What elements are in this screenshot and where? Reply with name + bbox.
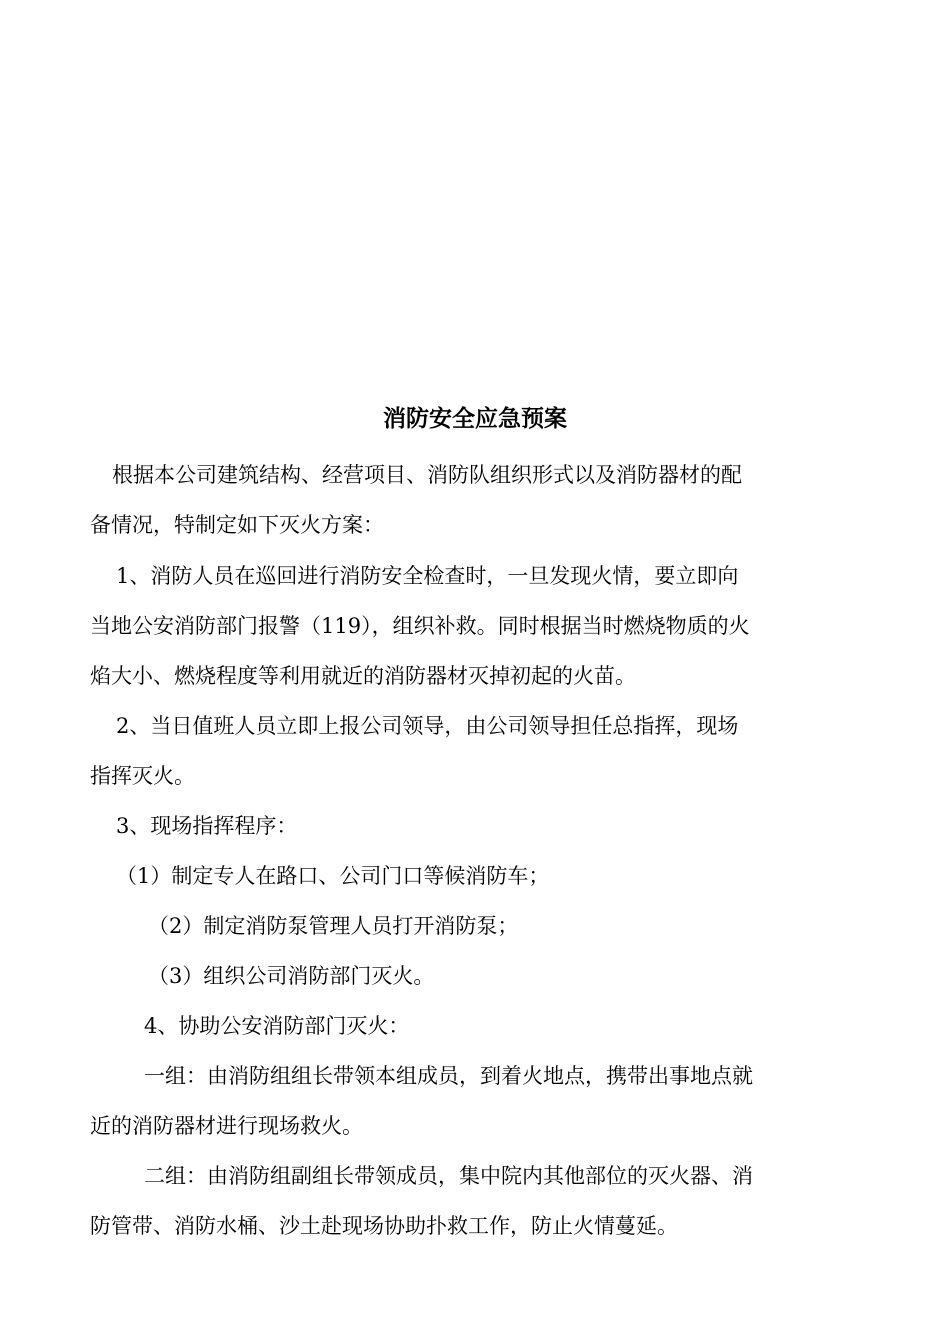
item4-group1-line-2: 近的消防器材进行现场救火。	[90, 1114, 363, 1138]
item2-line-2: 指挥灭火。	[90, 764, 195, 788]
item3-heading: 3、现场指挥程序：	[116, 814, 298, 838]
item1-line-3: 焰大小、燃烧程度等利用就近的消防器材灭掉初起的火苗。	[90, 664, 636, 688]
item4-group1-line-1: 一组：由消防组组长带领本组成员，到着火地点，携带出事地点就	[144, 1064, 753, 1088]
item1-line-1: 1、消防人员在巡回进行消防安全检查时，一旦发现火情，要立即向	[116, 564, 739, 588]
item4-heading: 4、协助公安消防部门灭火：	[144, 1014, 410, 1038]
intro-line-2: 备情况，特制定如下灭火方案：	[90, 513, 384, 537]
document-title: 消防安全应急预案	[383, 405, 567, 432]
item2-line-1: 2、当日值班人员立即上报公司领导，由公司领导担任总指挥，现场	[116, 714, 739, 738]
item3-sub-2: （2）制定消防泵管理人员打开消防泵；	[148, 914, 519, 938]
item3-sub-3: （3）组织公司消防部门灭火。	[148, 964, 435, 988]
item3-sub-1: （1）制定专人在路口、公司门口等候消防车；	[116, 864, 550, 888]
item1-line-2: 当地公安消防部门报警（119），组织补救。同时根据当时燃烧物质的火	[90, 614, 750, 638]
item4-group2-line-1: 二组：由消防组副组长带领成员，集中院内其他部位的灭火器、消	[144, 1164, 753, 1188]
intro-line-1: 根据本公司建筑结构、经营项目、消防队组织形式以及消防器材的配	[112, 463, 742, 487]
item4-group2-line-2: 防管带、消防水桶、沙土赴现场协助扑救工作，防止火情蔓延。	[90, 1214, 678, 1238]
